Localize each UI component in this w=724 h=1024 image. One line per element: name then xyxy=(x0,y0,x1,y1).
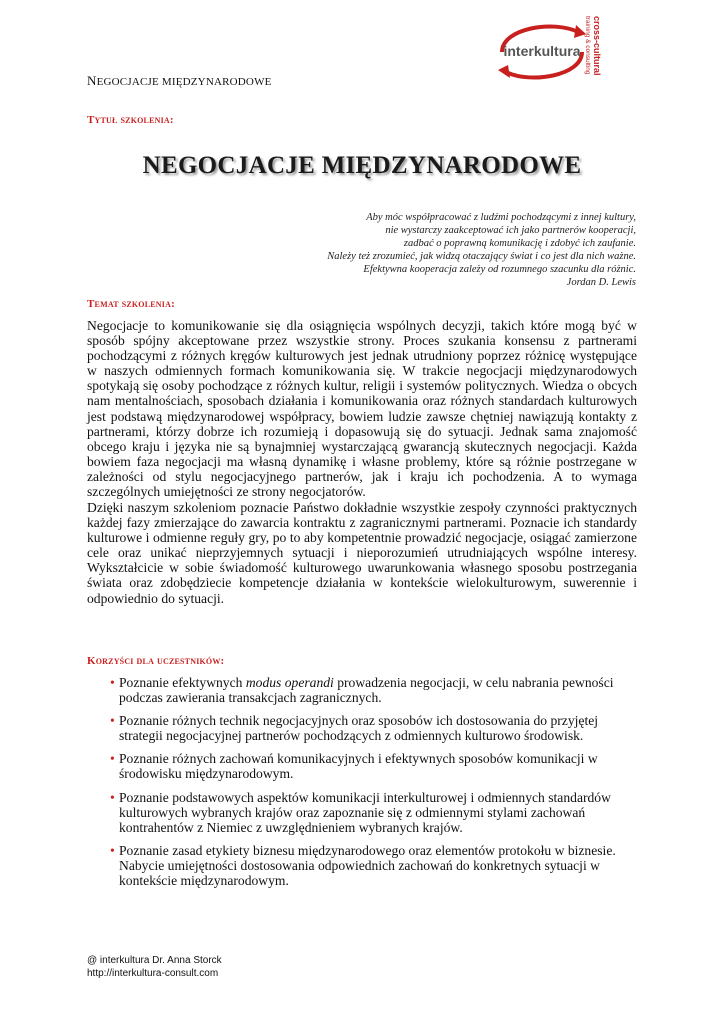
bullet-icon: • xyxy=(110,713,115,729)
bullet-icon: • xyxy=(110,751,115,767)
quote-author: Jordan D. Lewis xyxy=(566,277,636,288)
list-item-text: Poznanie różnych technik negocjacyjnych oraz sposobów ich dostosowania do przyjętej strategii negocjacyjnej partnerów pochodzących z odmiennych kulturowo środowisk. xyxy=(119,713,599,744)
bullet-icon: • xyxy=(110,842,115,858)
section-label-benefits: Korzyści dla uczestników: xyxy=(87,655,225,667)
quote-line: zadbać o poprawną komunikację i zdobyć ich zaufanie. xyxy=(403,238,636,249)
bullet-icon: • xyxy=(110,789,115,805)
benefits-list xyxy=(110,675,620,896)
list-item-text: Poznanie zasad etykiety biznesu międzynarodowego oraz elementów protokołu w biznesie. Nabycie umiejętności dostosowania odpowiednich zachowań do konkretnych sytuacji w kontekście międzynarodowym. xyxy=(119,842,616,889)
list-item xyxy=(110,843,620,888)
list-item-emphasis: modus operandi xyxy=(245,675,334,690)
list-item-text: Poznanie podstawowych aspektów komunikacji interkulturowej i odmiennych standardów kulturowych wybranych krajów oraz zapoznanie się z odmiennymi stylami zachowań kontrahentów z Niemiec z uwzględnieniem wybranych krajów. xyxy=(119,789,611,835)
section-label-title: Tytuł szkolenia: xyxy=(87,114,174,126)
list-item-text: prowadzenia negocjacji, w celu nabrania pewności podczas zawierania transakcjach zagranicznych. xyxy=(119,675,614,706)
document-header-text xyxy=(87,73,272,88)
quote-line: Efektywna kooperacja zależy od rozumnego szacunku dla różnic. xyxy=(363,264,636,275)
document-header xyxy=(87,73,272,89)
main-title: NEGOCJACJE MIĘDZYNARODOWE xyxy=(142,152,582,179)
list-item xyxy=(110,790,620,835)
header-rest: EGOCJACJE MIĘDZYNARODOWE xyxy=(96,76,272,88)
list-item-text: Poznanie różnych zachowań komunikacyjnych i efektywnych sposobów komunikacji w środowisku międzynarodowym. xyxy=(119,751,598,782)
list-item xyxy=(110,713,620,743)
body-paragraph-2 xyxy=(87,500,637,606)
bullet-icon: • xyxy=(110,675,115,690)
list-item xyxy=(110,675,620,705)
interkultura-logo xyxy=(490,12,608,90)
logo-name: interkultura xyxy=(503,43,581,59)
logo-side-text-sub: training & consulting xyxy=(584,16,591,75)
epigraph-quote xyxy=(327,211,636,289)
quote-line: Należy też zrozumieć, jak widzą otaczający świat i co jest dla nich ważne. xyxy=(327,251,636,262)
header-initial: N xyxy=(87,73,97,88)
list-item xyxy=(110,751,620,781)
logo-side-text-main: cross-cultural xyxy=(592,16,602,76)
footer-url[interactable]: http://interkultura-consult.com xyxy=(87,967,219,979)
paragraph-text: Negocjacje to komunikowanie się dla osiągnięcia wspólnych decyzji, takich które mogą być w sposób spójny akceptowane przez wszystkie strony. Proces szukania konsensu z partnerami pochodzącymi z różnych kręgów kulturowych jest jednak utrudniony poprzez różnicę występujące w naszych odmiennych formach komunikowania się. W trakcie negocjacji międzynarodowych spotykają się osoby pochodzące z różnych kultur, religii i systemów politycznych. Wiedza o obcych nam mentalnościach, sposobach działania i komunikowania oraz różnych standardach kulturowych jest podstawą międzynarodowej współpracy, bowiem ludzie zawsze chętniej nawiązują kontakty z partnerami, którzy dobrze ich rozumieją i dopasowują się do sytuacji. Jednak sama znajomość obcego kraju i języka nie są bynajmniej wystarczającą gwarancją skutecznych negocjacji. Każda bowiem faza negocjacji ma własną dynamikę i własne problemy, które są różnie postrzegane w zależności od stylu negocjacyjnego partnerów, jak i kraju ich pochodzenia. A to wymaga szczególnych umiejętności ze strony negocjatorów. xyxy=(87,318,637,500)
logo-arrowhead-bottom xyxy=(498,65,510,78)
footer-copyright: @ interkultura Dr. Anna Storck xyxy=(87,955,222,966)
body-paragraph-1 xyxy=(87,318,637,499)
footer xyxy=(87,955,222,980)
quote-line: Aby móc współpracować z ludźmi pochodzącymi z innej kultury, xyxy=(366,212,636,223)
section-label-topic: Temat szkolenia: xyxy=(87,298,175,310)
list-item-text: Poznanie efektywnych xyxy=(119,675,246,690)
paragraph-text: Dzięki naszym szkoleniom poznacie Państwo dokładnie wszystkie zespoły czynności praktycznych każdej fazy zmierzające do zawarcia kontraktu z zagranicznymi partnerami. Poznacie ich standardy kulturowe i odmienne reguły gry, po to aby kompetentnie prowadzić negocjacje, osiągać zamierzone cele oraz unikać nieprzyjemnych sytuacji i nieporozumień utrudniających wspólne interesy. Wykształcicie w sobie świadomość kulturowego uwarunkowania własnego sposobu postrzegania świata oraz zdobędziecie kompetencje działania w kontekście wielokulturowym, suwerennie i odpowiednio do sytuacji. xyxy=(87,500,637,606)
quote-line: nie wystarczy zaakceptować ich jako partnerów kooperacji, xyxy=(385,225,636,236)
